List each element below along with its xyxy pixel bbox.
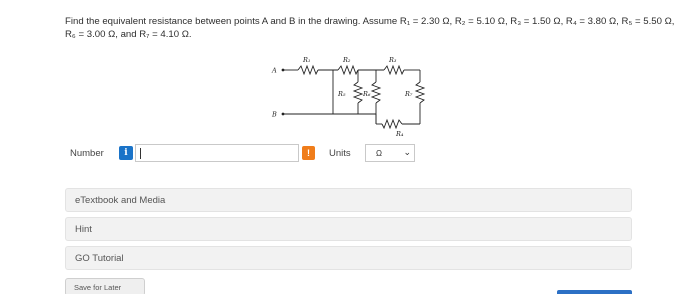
node-b-dot bbox=[282, 113, 285, 116]
r2-label: R₂ bbox=[343, 56, 351, 64]
chevron-down-icon: ⌄ bbox=[403, 147, 411, 157]
number-input[interactable] bbox=[135, 144, 299, 162]
info-icon[interactable]: i bbox=[119, 146, 133, 160]
text-caret bbox=[140, 148, 141, 159]
submit-button[interactable] bbox=[557, 290, 632, 294]
node-a-label: A bbox=[272, 66, 277, 75]
node-b-label: B bbox=[272, 110, 277, 119]
r1-label: R₁ bbox=[303, 56, 311, 64]
hint-label: Hint bbox=[75, 224, 92, 235]
r3-label: R₃ bbox=[389, 56, 397, 64]
save-for-later-button[interactable] bbox=[65, 278, 145, 294]
go-tutorial-panel[interactable] bbox=[65, 246, 632, 270]
hint-panel[interactable] bbox=[65, 217, 632, 241]
go-tutorial-label: GO Tutorial bbox=[75, 253, 124, 264]
units-value: Ω bbox=[376, 149, 382, 158]
r7-label: R₇ bbox=[405, 90, 413, 98]
etextbook-panel[interactable] bbox=[65, 188, 632, 212]
units-select[interactable] bbox=[365, 144, 415, 162]
r4-label: R₄ bbox=[396, 130, 404, 138]
node-a-dot bbox=[282, 69, 285, 72]
question-text: Find the equivalent resistance between points A and B in the drawing. Assume R₁ = 2.30 Ω, R₂ = 5.10 Ω, R₃ = 1.50 Ω, R₄ = 3.80 Ω, R₅ = 5.50 Ω, R₆ = 3.00 Ω, and R₇ = 4.10 Ω. bbox=[65, 16, 675, 40]
units-label: Units bbox=[329, 148, 351, 159]
warning-icon[interactable]: ! bbox=[302, 146, 315, 160]
r5-label: R₅ bbox=[338, 90, 346, 98]
save-for-later-label: Save for Later bbox=[74, 283, 122, 292]
etextbook-label: eTextbook and Media bbox=[75, 195, 166, 206]
answer-row bbox=[65, 144, 485, 164]
r6-label: R₆ bbox=[363, 90, 371, 98]
circuit-diagram bbox=[268, 54, 438, 146]
number-label: Number bbox=[70, 148, 104, 159]
